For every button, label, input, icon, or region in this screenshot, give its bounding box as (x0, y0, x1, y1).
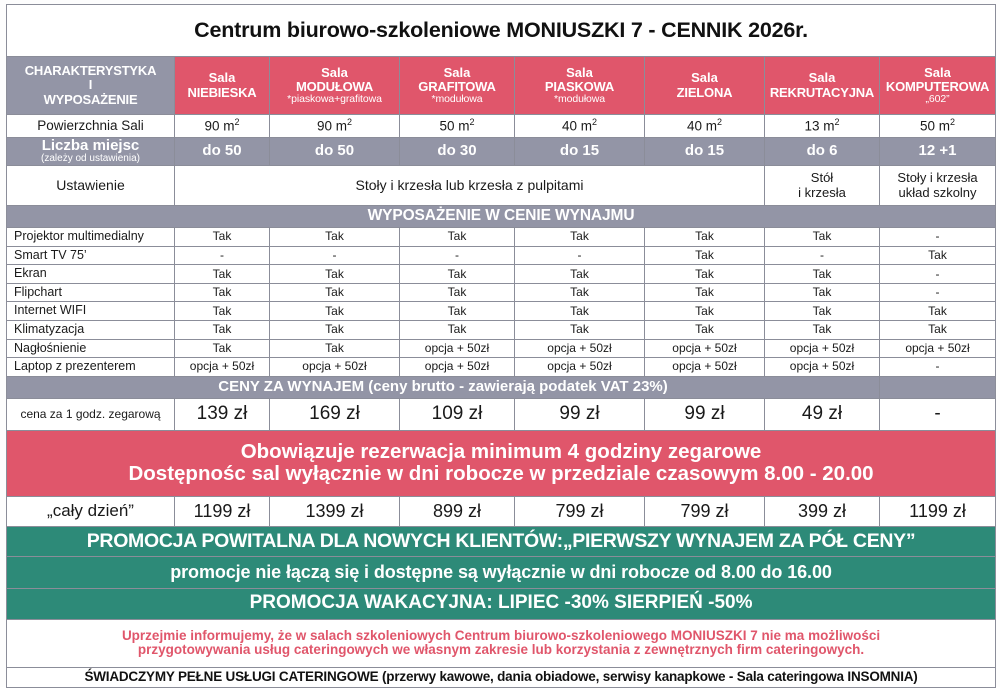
room-prefix: Sala (808, 70, 836, 86)
row-label-setup: Ustawienie (7, 166, 175, 206)
equipment-cell: Tak (645, 265, 765, 284)
table-row (7, 265, 996, 284)
all-day-price-cell: 799 zł (515, 496, 645, 526)
row-label-all-day: „cały dzień” (7, 496, 175, 526)
equipment-cell: Tak (175, 320, 270, 339)
row-label-seats (7, 138, 175, 166)
seats-cell: do 30 (400, 138, 515, 166)
room-name: KOMPUTEROWA (885, 78, 990, 94)
all-day-price-cell: 899 zł (400, 496, 515, 526)
equipment-label: Klimatyzacja (7, 320, 175, 339)
area-sup: 2 (717, 116, 723, 127)
price-table (6, 4, 996, 688)
room-name: PIASKOWA (544, 78, 615, 94)
char-line-3: WYPOSAŻENIE (43, 91, 138, 107)
table-row (7, 320, 996, 339)
area-unit: m (335, 118, 348, 134)
char-line-1: CHARAKTERYSTYKA (24, 63, 157, 79)
hourly-price-cell: - (880, 398, 996, 430)
prices-band-filler (880, 376, 996, 398)
area-unit: m (223, 118, 235, 134)
equipment-label: Projektor multimedialny (7, 228, 175, 247)
area-cell (270, 115, 400, 138)
area-value: 50 (919, 118, 936, 134)
equipment-cell: Tak (645, 302, 765, 321)
room-subnote: „602” (925, 92, 950, 105)
prices-band-label: CENY ZA WYNAJEM (ceny brutto - zawierają podatek VAT 23%) (7, 376, 880, 398)
row-all-day-price (7, 496, 996, 526)
equipment-cell: Tak (515, 320, 645, 339)
seats-label-note: (zależy od ustawienia) (41, 153, 140, 165)
hourly-price-cell: 49 zł (765, 398, 880, 430)
equipment-cell: opcja + 50zł (765, 358, 880, 377)
header-room-piaskowa (515, 57, 645, 115)
room-prefix: Sala (208, 70, 236, 86)
equipment-cell: opcja + 50zł (645, 358, 765, 377)
seats-cell: do 15 (645, 138, 765, 166)
header-room-modulowa (270, 57, 400, 115)
room-prefix: Sala (691, 70, 718, 86)
equipment-cell: Tak (765, 283, 880, 302)
catering-notice (7, 619, 996, 667)
equipment-cell: Tak (515, 283, 645, 302)
equipment-cell: - (515, 246, 645, 265)
setup-komputerowa (880, 166, 996, 206)
area-value: 50 (439, 118, 455, 134)
equipment-cell: Tak (400, 228, 515, 247)
room-name: MODUŁOWA (295, 78, 374, 94)
header-characteristics (7, 57, 175, 115)
equipment-cell: Tak (270, 265, 400, 284)
row-equipment-band (7, 206, 996, 228)
equipment-cell: Tak (765, 265, 880, 284)
equipment-cell: opcja + 50zł (175, 358, 270, 377)
table-row (7, 358, 996, 377)
area-cell (765, 115, 880, 138)
equipment-band-label: WYPOSAŻENIE W CENIE WYNAJMU (7, 206, 996, 228)
equipment-label: Smart TV 75’ (7, 246, 175, 265)
area-sup: 2 (592, 116, 598, 127)
area-sup: 2 (469, 116, 475, 127)
room-name: ZIELONA (676, 84, 733, 100)
equipment-cell: - (880, 358, 996, 377)
table-row (7, 302, 996, 321)
row-seats (7, 138, 996, 166)
equipment-cell: Tak (270, 339, 400, 358)
row-area (7, 115, 996, 138)
all-day-price-cell: 1199 zł (880, 496, 996, 526)
equipment-cell: Tak (645, 228, 765, 247)
room-name: GRAFITOWA (418, 78, 496, 94)
area-sup: 2 (834, 116, 840, 127)
seats-cell: do 15 (515, 138, 645, 166)
area-cell (645, 115, 765, 138)
equipment-cell: opcja + 50zł (765, 339, 880, 358)
promo-welcome-text: PROMOCJA POWITALNA DLA NOWYCH KLIENTÓW:„PIERWSZY WYNAJEM ZA PÓŁ CENY” (7, 526, 996, 556)
equipment-cell: - (400, 246, 515, 265)
catering-services-text: ŚWIADCZYMY PEŁNE USŁUGI CATERINGOWE (przerwy kawowe, dania obiadowe, serwisy kanapkowe - Sala cateringowa INSOMNIA) (7, 667, 996, 687)
equipment-cell: Tak (175, 265, 270, 284)
equipment-cell: Tak (270, 283, 400, 302)
equipment-cell: opcja + 50zł (400, 358, 515, 377)
header-room-rekrutacyjna (765, 57, 880, 115)
room-subnote: *modułowa (553, 92, 606, 105)
equipment-cell: - (765, 246, 880, 265)
equipment-cell: Tak (515, 265, 645, 284)
area-value: 40 (561, 118, 577, 134)
equipment-cell: - (270, 246, 400, 265)
row-promo-conditions (7, 556, 996, 588)
equipment-cell: Tak (765, 228, 880, 247)
room-prefix: Sala (924, 64, 951, 80)
setup-line-2: układ szkolny (898, 184, 977, 200)
reservation-notice (7, 430, 996, 496)
table-row (7, 246, 996, 265)
header-room-komputerowa (880, 57, 996, 115)
equipment-cell: opcja + 50zł (645, 339, 765, 358)
area-sup: 2 (234, 116, 240, 127)
catering-line-2: przygotowywania usług cateringowych we własnym zakresie lub korzystania z zewnętrznych firm cateringowych. (137, 642, 865, 658)
equipment-cell: Tak (880, 246, 996, 265)
all-day-price-cell: 799 zł (645, 496, 765, 526)
equipment-cell: Tak (645, 320, 765, 339)
area-value: 90 (204, 118, 220, 134)
equipment-cell: Tak (645, 246, 765, 265)
notice-line-2: Dostępnośc sal wyłącznie w dni robocze w przedziale czasowym 8.00 - 20.00 (128, 462, 874, 486)
area-unit: m (580, 118, 593, 134)
table-row (7, 283, 996, 302)
row-prices-band (7, 376, 996, 398)
row-reservation-notice (7, 430, 996, 496)
equipment-label: Flipchart (7, 283, 175, 302)
area-cell (515, 115, 645, 138)
header-room-zielona (645, 57, 765, 115)
hourly-price-cell: 139 zł (175, 398, 270, 430)
equipment-cell: - (880, 265, 996, 284)
row-catering-services (7, 667, 996, 687)
equipment-cell: Tak (175, 302, 270, 321)
area-value: 13 (804, 118, 820, 134)
catering-line-1: Uprzejmie informujemy, że w salach szkoleniowych Centrum biurowo-szkoleniowego MONIUSZKI 7 nie ma możliwości (121, 627, 881, 643)
equipment-cell: Tak (175, 283, 270, 302)
equipment-cell: Tak (175, 228, 270, 247)
seats-cell: 12 +1 (880, 138, 996, 166)
equipment-cell: Tak (880, 302, 996, 321)
equipment-cell: opcja + 50zł (880, 339, 996, 358)
row-catering-notice (7, 619, 996, 667)
equipment-label: Ekran (7, 265, 175, 284)
setup-line-1: Stoły i krzesła (897, 170, 978, 186)
setup-merged-value: Stoły i krzesła lub krzesła z pulpitami (175, 166, 765, 206)
promo-conditions-text: promocje nie łączą się i dostępne są wyłącznie w dni robocze od 8.00 do 16.00 (7, 556, 996, 588)
seats-cell: do 6 (765, 138, 880, 166)
equipment-cell: Tak (765, 302, 880, 321)
equipment-cell: Tak (400, 302, 515, 321)
area-cell (880, 115, 996, 138)
table-row (7, 339, 996, 358)
equipment-cell: - (880, 228, 996, 247)
equipment-cell: - (175, 246, 270, 265)
hourly-price-cell: 99 zł (515, 398, 645, 430)
room-name: NIEBIESKA (187, 84, 257, 100)
promo-holiday-text: PROMOCJA WAKACYJNA: LIPIEC -30% SIERPIEŃ -50% (7, 588, 996, 619)
equipment-cell: Tak (175, 339, 270, 358)
all-day-price-cell: 1199 zł (175, 496, 270, 526)
equipment-cell: opcja + 50zł (400, 339, 515, 358)
area-unit: m (705, 118, 718, 134)
char-line-2: I (88, 77, 93, 93)
equipment-cell: Tak (400, 320, 515, 339)
row-label-hourly: cena za 1 godz. zegarową (7, 398, 175, 430)
row-promo-holiday (7, 588, 996, 619)
title-row (7, 5, 996, 57)
area-cell (175, 115, 270, 138)
room-prefix: Sala (566, 64, 593, 80)
equipment-cell: Tak (880, 320, 996, 339)
area-value: 40 (686, 118, 702, 134)
equipment-cell: opcja + 50zł (270, 358, 400, 377)
equipment-cell: Tak (515, 302, 645, 321)
area-unit: m (938, 118, 951, 134)
row-hourly-price (7, 398, 996, 430)
setup-line-2: i krzesła (798, 184, 846, 200)
row-promo-welcome (7, 526, 996, 556)
hourly-price-cell: 109 zł (400, 398, 515, 430)
area-unit: m (823, 118, 835, 134)
equipment-label: Nagłośnienie (7, 339, 175, 358)
equipment-cell: Tak (765, 320, 880, 339)
table-row (7, 228, 996, 247)
room-name: REKRUTACYJNA (769, 84, 875, 100)
room-subnote: *piaskowa+grafitowa (287, 92, 382, 105)
room-prefix: Sala (443, 64, 471, 80)
room-subnote: *modułowa (431, 92, 483, 105)
equipment-cell: opcja + 50zł (515, 358, 645, 377)
notice-line-1: Obowiązuje rezerwacja minimum 4 godziny zegarowe (240, 440, 762, 464)
hourly-price-cell: 169 zł (270, 398, 400, 430)
page-title: Centrum biurowo-szkoleniowe MONIUSZKI 7 - CENNIK 2026r. (7, 5, 996, 57)
area-cell (400, 115, 515, 138)
setup-line-1: Stół (810, 170, 834, 186)
all-day-price-cell: 1399 zł (270, 496, 400, 526)
area-unit: m (458, 118, 470, 134)
seats-label-main: Liczba miejsc (41, 137, 140, 154)
equipment-label: Internet WIFI (7, 302, 175, 321)
seats-cell: do 50 (175, 138, 270, 166)
equipment-cell: Tak (515, 228, 645, 247)
equipment-cell: Tak (645, 283, 765, 302)
row-setup (7, 166, 996, 206)
hourly-price-cell: 99 zł (645, 398, 765, 430)
column-header-row (7, 57, 996, 115)
setup-rekrutacyjna (765, 166, 880, 206)
area-sup: 2 (950, 116, 956, 127)
row-label-area: Powierzchnia Sali (7, 115, 175, 138)
area-sup: 2 (347, 116, 353, 127)
equipment-cell: Tak (270, 320, 400, 339)
header-room-niebieska (175, 57, 270, 115)
all-day-price-cell: 399 zł (765, 496, 880, 526)
header-room-grafitowa (400, 57, 515, 115)
equipment-cell: Tak (270, 302, 400, 321)
seats-cell: do 50 (270, 138, 400, 166)
equipment-label: Laptop z prezenterem (7, 358, 175, 377)
room-prefix: Sala (321, 64, 348, 80)
equipment-cell: - (880, 283, 996, 302)
equipment-cell: opcja + 50zł (515, 339, 645, 358)
equipment-cell: Tak (270, 228, 400, 247)
equipment-cell: Tak (400, 265, 515, 284)
area-value: 90 (316, 118, 332, 134)
equipment-cell: Tak (400, 283, 515, 302)
